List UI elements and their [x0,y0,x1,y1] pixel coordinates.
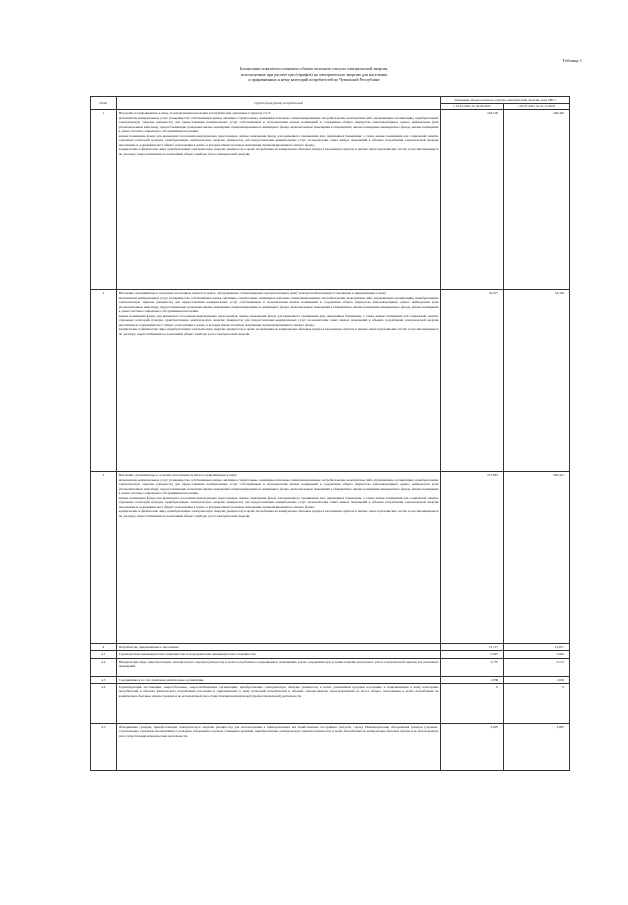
volume-period-2: 228,426 [504,110,570,290]
row-number: 4.2 [91,659,117,677]
volume-period-1: 3,737 [441,659,504,677]
group-description [116,723,441,770]
group-description [116,659,441,677]
row-number: 4.5 [91,723,117,770]
group-description [116,651,441,659]
table-row [91,659,570,677]
group-description [116,290,441,472]
caption-line: Балансовые показатели планового объема полезного отпуска электрической энергии, [239,66,389,71]
header-row [91,97,570,104]
group-description [116,644,441,651]
header-period-1: с 01.01.2021 по 30.06.2021 [441,103,504,110]
group-detail: исполнители коммунальных услуг (товарищества собственников жилья, жилищно-строительные, жилищные или иные специализированные потребительские кооперативы либо управляющие организации), приобретающие электрическую энергию (мощность) для предоставления коммунальных услуг собственникам и пользователям жилых помещений и содержания общего имущества многоквартирных домов; наймодатели (или уполномоченные ими лица), предоставляющие гражданам жилые помещения специализированного жилищного фонда, включая жилые помещения в общежитиях, жилые помещения маневренного фонда, жилые помещения в домах системы социального обслуживания населения, [118,295,439,314]
caption-line: используемые при расчете цен (тарифов) на электрическую энергию для населения [241,71,387,77]
table-row [91,651,570,659]
row-number: 3 [91,472,117,644]
table-row [91,723,570,770]
group-name: Объединения граждан, приобретающих электрическую энергию (мощность) для использования в принадлежащих им хозяйственных постройках (погреба, сараи). Некоммерческие объединения граждан (гаражно-строительные, гаражные кооперативы) и граждане, владеющие отдельно стоящими гаражами, приобретающие электрическую энергию (мощность) в целях потребления на коммунально-бытовые нужды и не используемую для осуществления коммерческой деятельности. [118,724,439,738]
group-detail: исполнители коммунальных услуг (товарищества собственников жилья, жилищно-строительные, жилищные или иные специализированные потребительские кооперативы либо управляющие организации), приобретающие электрическую энергию (мощность) для предоставления коммунальных услуг собственникам и пользователям жилых помещений и содержания общего имущества многоквартирных домов; наймодатели (или уполномоченные ими лица), предоставляющие гражданам жилые помещения специализированного жилищного фонда, включая жилые помещения в общежитиях, жилые помещения маневренного фонда, жилые помещения в домах системы социального обслуживания населения, [118,115,439,134]
group-name: Потребители, приравненные к населению: [118,645,180,650]
table-row [91,290,570,472]
balance-table [90,96,570,771]
group-detail: жилые помещения фонда для временного поселения вынужденных переселенцев, жилые помещения фонда для временного проживания лиц, признанных беженцами, а также жилые помещения для социальной защиты отдельных категорий граждан, приобретающие электрическую энергию (мощность) для предоставления коммунальных услуг пользователям таких жилых помещений в объемах потребления электрической энергии населением и содержания мест общего пользования в домах, в которых имеются жилые помещения специализированного жилого фонда; [118,133,439,147]
group-detail: юридические и физические лица, приобретающие электрическую энергию (мощность) в целях потребления на коммунально-бытовые нужды в населенных пунктах и жилых зонах при воинских частях и рассчитывающиеся по договору энергоснабжения по показаниям общего прибора учета электрической энергии. [118,147,439,156]
table-row [91,677,570,684]
row-number: 4 [91,644,117,651]
group-description [116,110,441,290]
table-number: Таблица 1 [562,58,582,63]
volume-period-1: 0 [441,683,504,723]
table-row [91,644,570,651]
row-number: 2 [91,290,117,472]
volume-period-1: 217,887 [441,472,504,644]
volume-period-2: 3,712 [504,659,570,677]
volume-period-1: 3,095 [441,723,504,770]
volume-period-2: 204,321 [504,472,570,644]
row-number: 4.3 [91,677,117,684]
volume-period-2: 1,818 [504,677,570,684]
header-group: Группа (подгруппа) потребителей [116,97,441,110]
row-number: 4.4 [91,683,117,723]
row-number: 1 [91,110,117,290]
volume-period-2: 34,350 [504,290,570,472]
caption-line: и приравненных к нему категорий потребителей по Чувашской Республике [248,77,380,83]
group-name: Юридические лица, приобретающие электрическую энергию (мощность) в целях потребления осужденными в помещениях для их содержания при условии наличия раздельного учета электрической энергии для указанных помещений. [118,659,439,669]
group-description [116,683,441,723]
volume-period-2: 13,657 [504,644,570,651]
row-number: 4.1 [91,651,117,659]
volume-period-1: 243,190 [441,110,504,290]
header-num: №п/п [91,97,117,110]
header-period-2: с 01.07.2021 по 31.12.2021 [504,103,570,110]
group-name: Население, проживающее в городских населенных пунктах в домах, оборудованных стационарными электроплитами и (или) электроотопительными установками, и приравненные к нему: [118,291,387,296]
volume-period-1: 5,047 [441,651,504,659]
table-caption [60,66,568,83]
group-detail: жилые помещения фонда для временного поселения вынужденных переселенцев, жилые помещения фонда для временного проживания лиц, признанных беженцами, а также жилые помещения для социальной защиты отдельных категорий граждан, приобретающие электрическую энергию (мощность) для предоставления коммунальных услуг пользователям таких жилых помещений в объемах потребления электрической энергии населением и содержания мест общего пользования в домах, в которых имеются жилые помещения специализированного жилого фонда; [118,313,439,327]
volume-period-1: 1,838 [441,677,504,684]
group-name: Население, проживающее в сельских населенных пунктах и приравненные к нему: [118,473,238,478]
group-detail: жилые помещения фонда для временного поселения вынужденных переселенцев, жилые помещения фонда для временного проживания лиц, признанных беженцами, а также жилые помещения для социальной защиты отдельных категорий граждан, приобретающие электрическую энергию (мощность) для предоставления коммунальных услуг пользователям таких жилых помещений в объемах потребления электрической энергии населением и содержания мест общего пользования в домах, в которых имеются жилые помещения специализированного жилого фонда; [118,495,439,509]
table-row [91,472,570,644]
group-description [116,677,441,684]
volume-period-2: 0 [504,683,570,723]
table-row [91,683,570,723]
group-name: Население и приравненные к нему, за исключением населения и потребителей, указанных в пунктах 2 и 3: [118,111,271,116]
volume-period-1: 35,977 [441,290,504,472]
table-row [91,110,570,290]
table-body [91,110,570,770]
group-detail: исполнители коммунальных услуг (товарищества собственников жилья, жилищно-строительные, жилищные или иные специализированные потребительские кооперативы либо управляющие организации), приобретающие электрическую энергию (мощность) для предоставления коммунальных услуг собственникам и пользователям жилых помещений и содержания общего имущества многоквартирных домов; наймодатели (или уполномоченные ими лица), предоставляющие гражданам жилые помещения специализированного жилищного фонда, включая жилые помещения в общежитиях, жилые помещения маневренного фонда, жилые помещения в домах системы социального обслуживания населения, [118,477,439,496]
group-name: Гарантирующие поставщики, энергосбытовые, энергоснабжающие организации, приобретающие электрическую энергию (мощность) в целях дальнейшей продажи населению и приравненным к нему категориям потребителей в объемах фактического потребления населения и приравненных к нему категорий потребителей и объемах электроэнергии, израсходованной на места общего пользования в целях потребления на коммунально-бытовые нужды граждан и не используемой для осуществления коммерческой (профессиональной) деятельности. [118,684,439,698]
volume-period-2: 3,085 [504,723,570,770]
group-description [116,472,441,644]
group-name: Содержащиеся за счет прихожан религиозные организации. [118,677,205,682]
volume-period-2: 5,042 [504,651,570,659]
group-name: Садоводческие некоммерческие товарищества и огороднические некоммерческие товарищества. [118,651,257,656]
group-detail: юридические и физические лица, приобретающие электрическую энергию (мощность) в целях потребления на коммунально-бытовые нужды в населенных пунктах и жилых зонах при воинских частях и рассчитывающиеся по договору энергоснабжения по показаниям общего прибора учета электрической энергии. [118,509,439,518]
group-detail: юридические и физические лица, приобретающие электрическую энергию (мощность) в целях потребления на коммунально-бытовые нужды в населенных пунктах и жилых зонах при воинских частях и рассчитывающиеся по договору энергоснабжения по показаниям общего прибора учета электрической энергии. [118,327,439,336]
volume-period-1: 13,717 [441,644,504,651]
header-volume: Плановый объем полезного отпуска электрической энергии, млн. кВт.ч [441,97,570,104]
